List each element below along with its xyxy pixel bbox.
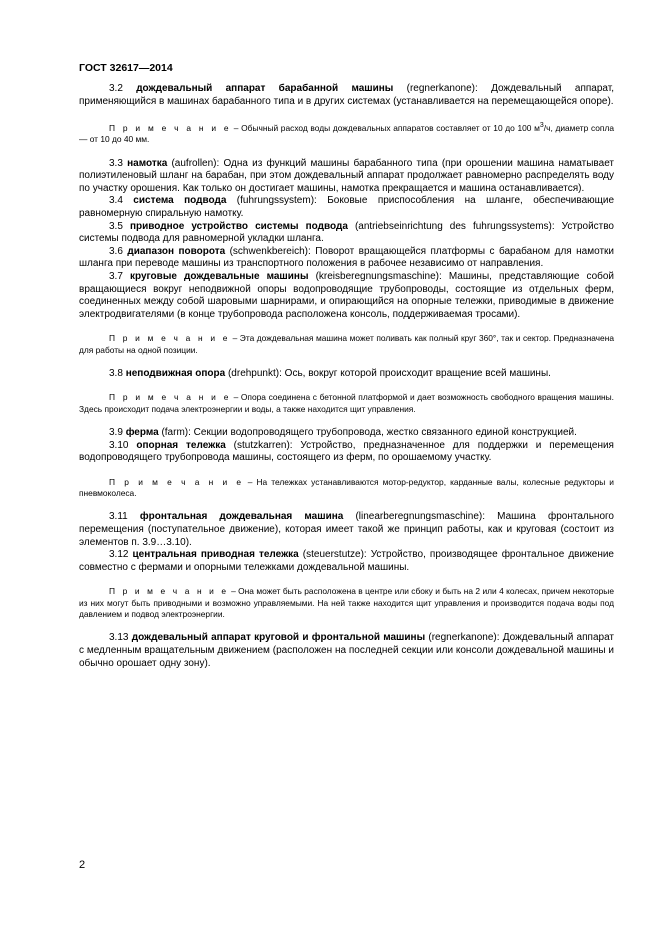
- clause-term: дождевальный аппарат барабанной машины: [136, 83, 394, 94]
- note-text: – Эта дождевальная машина может поливать как полный круг 360°, так и сектор. Предназначена для работы на одной позиции.: [79, 333, 614, 355]
- note-label: П р и м е ч а н и е: [109, 333, 231, 344]
- clause-number: 3.8: [109, 367, 126, 379]
- clause-term: фронтальная дождевальная машина: [139, 511, 344, 523]
- clause-definition: (stutzkarren): Устройство, предназначенное для поддержки и перемещения водопроводящего трубопровода машины, состоящего из ферм, по орошаемому участку.: [79, 439, 614, 464]
- note-text: – Опора соединена с бетонной платформой и дает возможность свободного вращения машины. Здесь происходит подача электроэнергии и воды, а также находится щит управления.: [79, 392, 614, 414]
- note-superscript: 3: [539, 122, 544, 130]
- note-1: [79, 120, 614, 145]
- clause-number: 3.11: [109, 511, 140, 523]
- clause-number: 3.3: [109, 157, 128, 169]
- clause-number: 3.7: [109, 270, 130, 282]
- clause-term: диапазон поворота: [127, 245, 226, 257]
- document-header: ГОСТ 32617—2014: [79, 62, 173, 74]
- clause-3-5: [79, 221, 614, 246]
- note-text: /ч, диаметр сопла — от 10 до 40 мм.: [79, 122, 614, 145]
- page-number: 2: [79, 859, 86, 871]
- note-2: [79, 333, 614, 356]
- clause-number: 3.2: [109, 83, 137, 94]
- clause-definition: (farm): Секции водопроводящего трубопровода, жестко связанного единой конструкцией.: [158, 427, 577, 439]
- clause-3-9: [79, 427, 614, 440]
- clause-term: центральная приводная тележка: [132, 549, 299, 561]
- clause-definition: (regnerkanone): Дождевальный аппарат, применяющийся в машинах барабанного типа и в других системах (устанавливается на перемещающейся опоре).: [79, 83, 614, 107]
- clause-number: 3.13: [109, 632, 132, 644]
- clause-definition: (schwenkbereich): Поворот вращающейся платформы с барабаном для намотки шланга при переводе машины из транспортного положения в рабочее независимо от направления.: [79, 245, 614, 270]
- clause-definition: (fuhrungssystem): Боковые приспособления на шланге, обеспечивающие равномерную спиральную намотку.: [79, 195, 615, 219]
- clause-definition: (steuerstutze): Устройство, производящее фронтальное движение совместно с фермами и опорными тележками дождевальной машины.: [79, 549, 614, 573]
- clause-3-4: [79, 195, 614, 220]
- clause-term: намотка: [127, 157, 168, 169]
- clause-term: система подвода: [133, 195, 227, 207]
- clause-3-8: [79, 368, 614, 381]
- clause-definition: (kreisberegnungsmaschine): Машины, представляющие собой вращающиеся вокруг неподвижной опоры водопроводящие трубопроводы, состоящие из отдельных ферм, соединенных между собой шаровыми шарнирами, и опирающийся на опорные тележки, приводимые в движение электродвигателями (в конце трубопровода расположена консоль, поддерживаемая тросами).: [79, 270, 615, 320]
- clause-term: неподвижная опора: [125, 367, 226, 379]
- clause-3-2: [79, 83, 614, 108]
- note-3: [79, 392, 614, 415]
- clause-number: 3.4: [109, 195, 134, 207]
- clause-3-6: [79, 246, 614, 271]
- clause-number: 3.10: [109, 439, 137, 451]
- clause-3-3: [79, 158, 614, 196]
- note-4: [79, 477, 614, 500]
- clause-definition: (drehpunkt): Ось, вокруг которой происходит вращение всей машины.: [225, 367, 551, 379]
- clause-3-12: [79, 549, 614, 574]
- clause-term: дождевальный аппарат круговой и фронтальной машины: [131, 632, 426, 644]
- clause-definition: (antriebseinrichtung des fuhrungssystems): Устройство системы подвода для равномерной укладки шланга.: [79, 220, 614, 245]
- clause-3-10: [79, 440, 614, 465]
- clause-3-11: [79, 511, 614, 549]
- note-text: – Она может быть расположена в центре или сбоку и быть на 2 или 4 колесах, причем некоторые из них могут быть приводными и возможно управляемыми. На ней также находится щит управления и производится подача воды под давлением и подвод электроэнергии.: [79, 586, 614, 620]
- clause-number: 3.12: [109, 549, 133, 561]
- clause-term: приводное устройство системы подвода: [129, 220, 348, 232]
- note-label: П р и м е ч а н и е: [109, 476, 244, 487]
- note-label: П р и м е ч а н и е: [109, 122, 232, 133]
- note-text: – На тележках устанавливаются мотор-редуктор, карданные валы, колесные редукторы и пневмоколеса.: [79, 476, 614, 499]
- clause-definition: (regnerkanone): Дождевальный аппарат с медленным вращательным движением (расположен на последней секции или консоли дождевальной машины и обычно орошает одну зону).: [79, 632, 614, 669]
- clause-number: 3.5: [109, 220, 130, 232]
- clause-number: 3.6: [109, 245, 128, 257]
- clause-term: круговые дождевальные машины: [129, 270, 309, 282]
- clause-3-13: [79, 632, 614, 670]
- note-text: – Обычный расход воды дождевальных аппаратов составляет от 10 до 100 м: [231, 122, 540, 133]
- note-label: П р и м е ч а н и е: [109, 586, 229, 597]
- document-body: [79, 83, 614, 670]
- note-label: П р и м е ч а н и е: [109, 392, 231, 403]
- clause-definition: (aufrollen): Одна из функций машины барабанного типа (при орошении машина наматывает полиэтиленовый шланг на барабан, при этом дождевальный аппарат продолжает равномерно распределять воду по участку орошения. Как только он достигает машины, намотка прекращается и машина останавливается).: [79, 157, 615, 194]
- clause-number: 3.9: [109, 427, 126, 439]
- note-5: [79, 586, 614, 620]
- clause-term: опорная тележка: [136, 439, 226, 451]
- clause-definition: (linearberegnungsmaschine): Машина фронтального перемещения (поступательное движение), которая имеет такой же принцип работы, как и круговая (состоит из элементов п. 3.9…3.10).: [79, 511, 614, 548]
- clause-term: ферма: [125, 427, 159, 439]
- clause-3-7: [79, 271, 614, 321]
